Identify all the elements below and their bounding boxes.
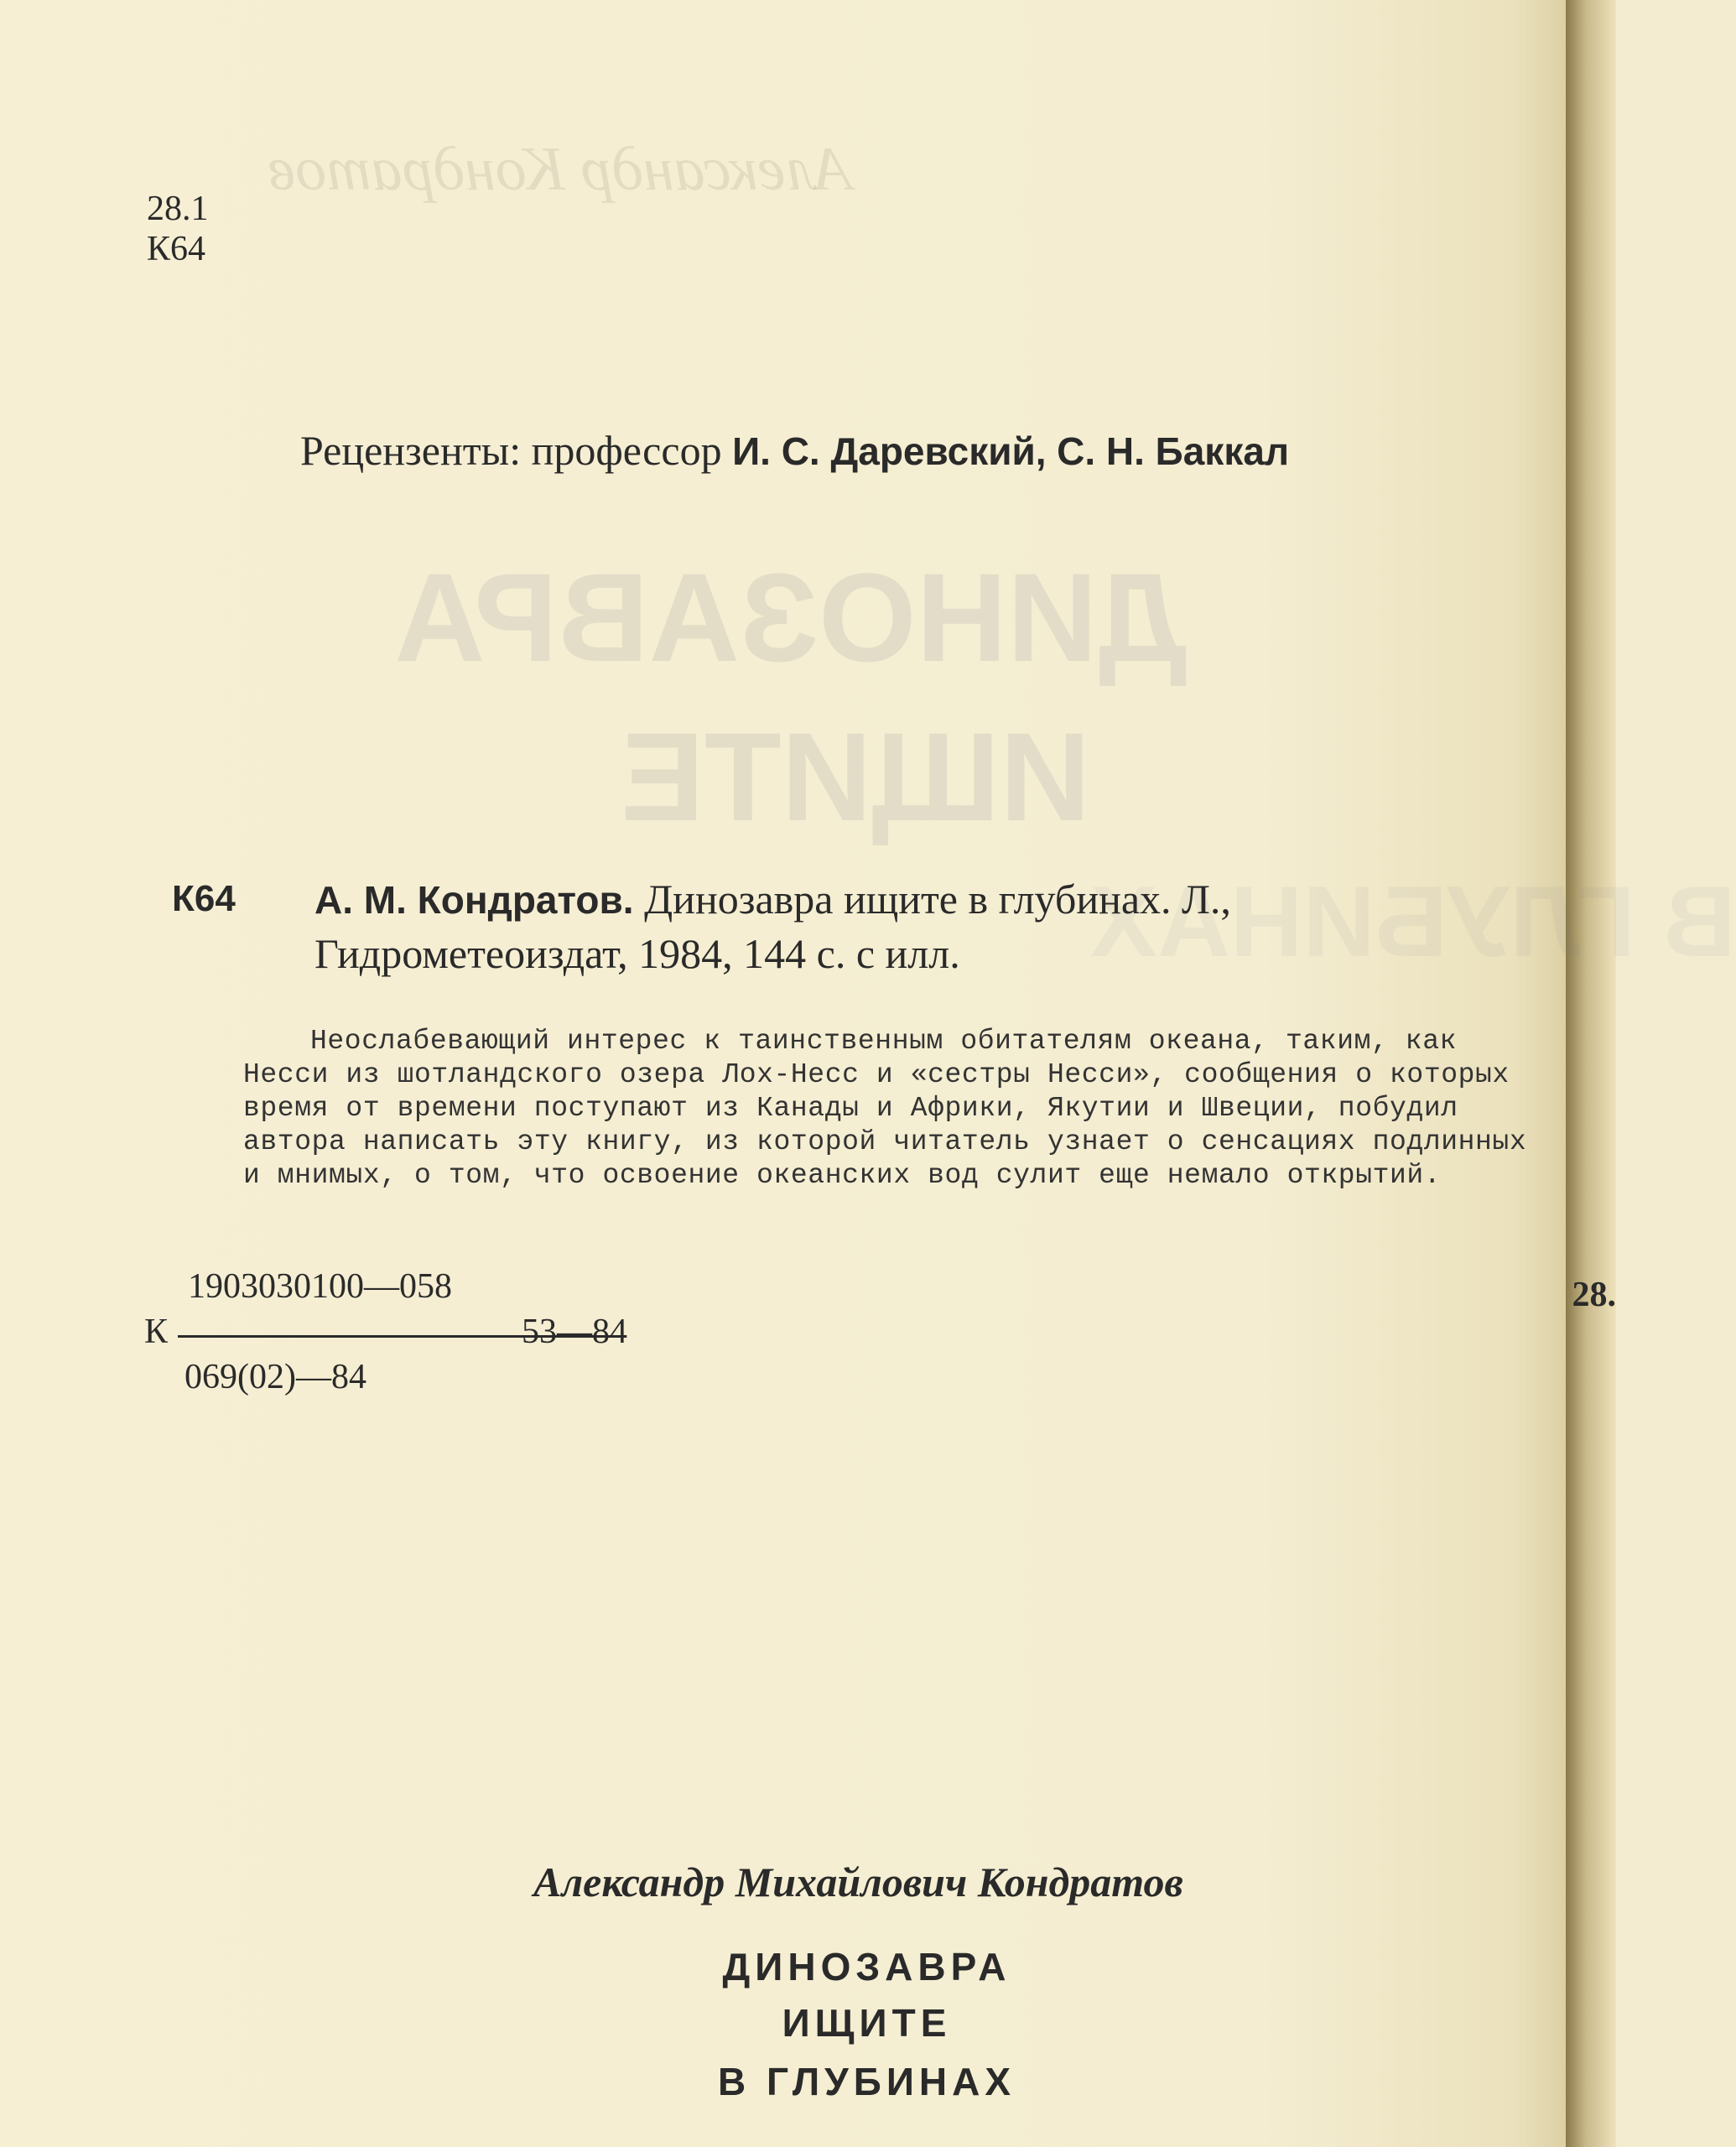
imprint-title-line-1: ДИНОЗАВРА bbox=[722, 1945, 1011, 1988]
imprint-author: Александр Михайлович Кондратов bbox=[533, 1858, 1183, 1905]
bibliographic-entry bbox=[172, 872, 1514, 980]
udc-code bbox=[147, 189, 209, 269]
reviewers-line bbox=[300, 426, 1289, 475]
bleed-through-title-3: В ГЛУБИНАХ bbox=[1090, 866, 1736, 978]
reviewer-1: И. С. Даревский, bbox=[732, 429, 1047, 473]
cutoff-code: 28. bbox=[1572, 1276, 1616, 1314]
bleed-through-title-2: ИЩИТЕ bbox=[621, 706, 1091, 847]
index-letter: К bbox=[144, 1313, 169, 1351]
reviewer-2: С. Н. Баккал bbox=[1057, 429, 1290, 473]
imprint-title-line-3: В ГЛУБИНАХ bbox=[717, 2060, 1016, 2103]
entry-code: К64 bbox=[172, 878, 236, 919]
next-page-edge bbox=[1566, 0, 1616, 2147]
entry-text: Динозавра ищите в глубинах. Л., Гидрометеоиздат, 1984, 144 с. с илл. bbox=[314, 876, 1231, 977]
bleed-through-title-1: ДИНОЗАВРА bbox=[394, 547, 1188, 688]
imprint-title-line-2: ИЩИТЕ bbox=[782, 2001, 952, 2045]
reviewers-label: Рецензенты: профессор bbox=[300, 427, 722, 474]
index-denominator: 069(02)—84 bbox=[185, 1358, 366, 1396]
index-code bbox=[144, 1266, 731, 1409]
annotation: Неослабевающий интерес к таинственным обитателям океана, таким, как Несси из шотландского озера Лох-Несс и «сестры Несси», сообщения о которых время от времени поступают из Канады и Африки, Якутии и Швеции, побудил автора написать эту книгу, из которой читатель узнает о сенсациях подлинных и мнимых, о том, что освоение океанских вод сулит еще немало открытий. bbox=[243, 1026, 1527, 1191]
index-suffix: 53—84 bbox=[522, 1313, 627, 1351]
udc-line-1: 28.1 bbox=[147, 190, 209, 228]
entry-author: А. М. Кондратов. bbox=[314, 878, 634, 922]
udc-line-2: К64 bbox=[147, 230, 206, 268]
index-numerator: 1903030100—058 bbox=[188, 1267, 452, 1306]
bleed-through-author: Александр Кондратов bbox=[268, 135, 852, 204]
